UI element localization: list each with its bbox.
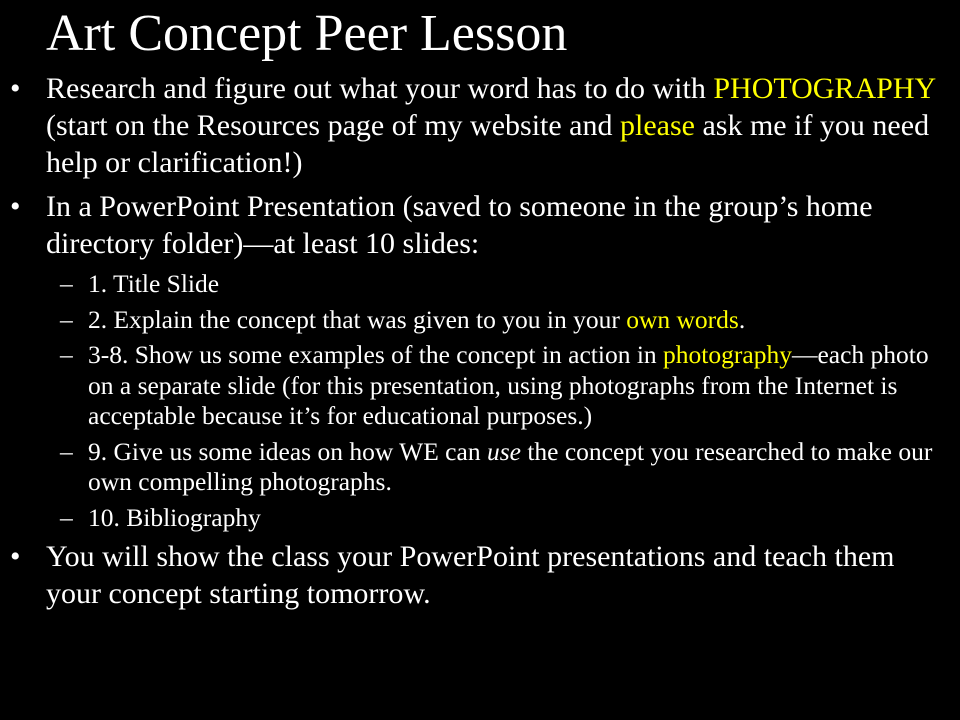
bullet-text: In a PowerPoint Presentation (saved to someone in the group’s home directory folder)—at least 10 slides: <box>46 190 873 260</box>
subitem-text: 10. Bibliography <box>88 502 261 532</box>
bullet-marker: • <box>10 540 21 573</box>
dash-marker: – <box>60 502 73 532</box>
subitem-text: —each photo on a separate slide (for this presentation, using photographs from the Internet is acceptable because it’s for educational purposes.) <box>88 340 929 430</box>
subitem-explain <box>0 305 960 336</box>
bullet-powerpoint <box>0 188 960 262</box>
highlight-own-words: own words <box>626 304 739 334</box>
bullet-present <box>0 538 960 612</box>
highlight-please: please <box>620 109 695 142</box>
bullet-marker: • <box>10 72 21 105</box>
slide-title: Art Concept Peer Lesson <box>46 5 568 62</box>
highlight-photography-2: photography <box>663 340 792 369</box>
dash-marker: – <box>60 269 73 298</box>
dash-marker: – <box>60 304 73 334</box>
subitem-text: 2. Explain the concept that was given to you in your <box>88 304 620 334</box>
subitem-text: 1. Title Slide <box>88 269 220 298</box>
bullet-research <box>0 70 960 181</box>
bullet-text: You will show the class your PowerPoint presentations and teach them your concept starting tomorrow. <box>46 540 895 610</box>
bullet-text: ask me if you need help or clarification!) <box>46 109 930 179</box>
subitem-ideas <box>0 437 960 498</box>
subitem-text: . <box>738 304 746 334</box>
bullet-text: Research and figure out what your word has to do with <box>46 72 706 105</box>
subitem-text: 9. Give us some ideas on how WE can <box>88 436 481 466</box>
bullet-marker: • <box>10 190 21 223</box>
subitem-text: the concept you researched to make our own compelling photographs. <box>88 436 933 496</box>
subitem-title-slide <box>0 269 960 300</box>
slide-body <box>0 70 960 619</box>
bullet-text: (start on the Resources page of my website and <box>46 109 613 142</box>
dash-marker: – <box>60 436 73 466</box>
subitem-bibliography <box>0 503 960 534</box>
highlight-photography: PHOTOGRAPHY <box>713 72 936 105</box>
dash-marker: – <box>60 340 73 369</box>
emphasis-use: use <box>486 436 521 466</box>
subitem-text: 3-8. Show us some examples of the concept in action in <box>88 340 657 369</box>
subitem-examples <box>0 340 960 432</box>
